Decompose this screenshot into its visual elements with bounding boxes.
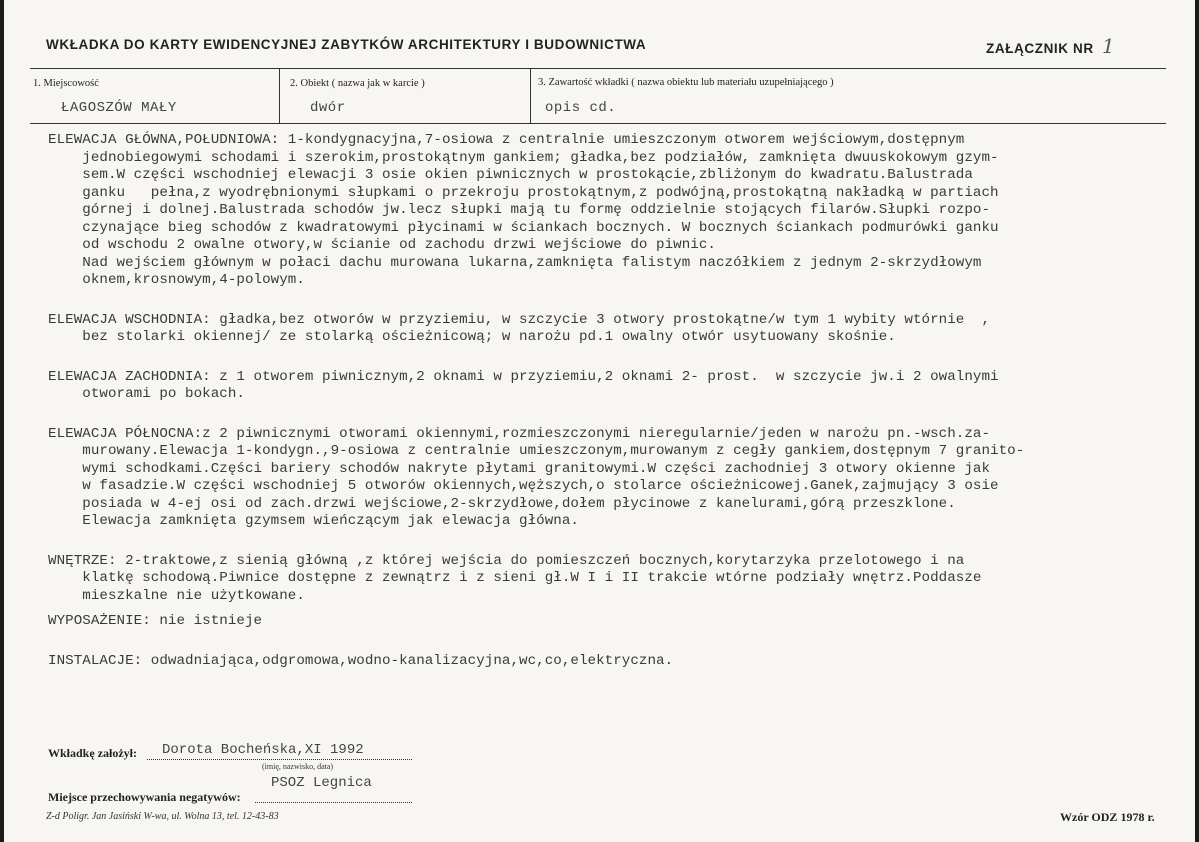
text-line: sem.W części wschodniej elewacji 3 osie okien piwnicznych w prostokącie,zbliżonym do kwadratu.Balustrada: [48, 167, 973, 183]
text-line: ELEWACJA PÓŁNOCNA:z 2 piwnicznymi otworami okiennymi,rozmieszczonymi nieregularnie/jeden w narożu pn.-wsch.za-: [48, 425, 991, 442]
attachment-number-value: 1: [1102, 34, 1116, 58]
text-line: oknem,krosnowym,4-polowym.: [48, 272, 305, 288]
text-line: Nad wejściem głównym w połaci dachu murowana lukarna,zamknięta falistym naczółkiem z jednym 2-skrzydłowym: [48, 254, 982, 271]
text-line: górnej i dolnej.Balustrada schodów jw.lecz słupki mają tu formę oddzielnie stojących filarów.Słupki rozpo-: [48, 202, 991, 218]
text-line: murowany.Elewacja 1-kondygn.,9-osiowa z centralnie umieszczonym,murowanym z cegły gankiem,dostępnym 7 granito-: [48, 443, 1025, 459]
typed-description: [48, 132, 1188, 670]
paragraph: [48, 613, 1188, 631]
locality-label: 1. Miejscowość: [33, 78, 99, 89]
object-value: dwór: [310, 100, 346, 116]
paragraph: [48, 553, 1188, 606]
form-pattern: Wzór ODZ 1978 r.: [1060, 810, 1155, 824]
text-line: jednobiegowymi schodami i szerokim,prostokątnym gankiem; gładka,bez podziałów, zamknięta dwuuskokowym gzym-: [48, 149, 999, 166]
founder-value: Dorota Bocheńska,XI 1992: [162, 742, 364, 758]
text-line: posiada w 4-ej osi od zach.drzwi wejściowe,2-skrzydłowe,dołem płycinowe z kanelurami,górą przeszklone.: [48, 495, 956, 512]
paragraph: [48, 426, 1188, 531]
form-divider-2: [530, 68, 531, 124]
paragraph-gap: [48, 347, 1188, 369]
text-line: ELEWACJA ZACHODNIA: z 1 otworem piwnicznym,2 oknami w przyziemiu,2 oknami 2- prost. w szczycie jw.i 2 owalnymi: [48, 368, 999, 385]
negatives-value: PSOZ Legnica: [271, 775, 372, 791]
text-line: INSTALACJE: odwadniająca,odgromowa,wodno-kanalizacyjna,wc,co,elektryczna.: [48, 652, 674, 669]
paragraph-gap: [48, 631, 1188, 653]
form-top-line: [30, 68, 1166, 69]
paragraph: [48, 369, 1188, 404]
paragraph: [48, 653, 1188, 671]
text-line: ELEWACJA WSCHODNIA: gładka,bez otworów w przyziemiu, w szczycie 3 otwory prostokątne/w tym 1 wybity wtórnie ,: [48, 311, 991, 328]
founder-line: [147, 759, 412, 760]
text-line: mieszkalne nie użytkowane.: [48, 587, 305, 604]
text-line: ELEWACJA GŁÓWNA,POŁUDNIOWA: 1-kondygnacyjna,7-osiowa z centralnie umieszczonym otworem wejściowym,dostępnym: [48, 132, 965, 148]
text-line: otworami po bokach.: [48, 386, 245, 402]
attachment-number: [986, 34, 1115, 58]
scan-edge-right: [1195, 0, 1199, 842]
locality-value: ŁAGOSZÓW MAŁY: [61, 100, 177, 116]
attachment-label: ZAŁĄCZNIK NR: [986, 41, 1094, 56]
text-line: bez stolarki okiennej/ ze stolarką ościeżnicową; w narożu pd.1 owalny otwór usytuowany skośnie.: [48, 329, 896, 345]
founder-label: Wkładkę założył:: [48, 746, 137, 760]
paragraph-gap: [48, 605, 1188, 613]
text-line: ganku pełna,z wyodrębnionymi słupkami o przekroju prostokątnym,z podwójną,prostokątną nakładką w partiach: [48, 184, 999, 201]
text-line: klatkę schodową.Piwnice dostępne z zewnątrz i z sieni gł.W I i II trakcie wtórne podziały wnętrz.Poddasze: [48, 570, 982, 586]
negatives-label: Miejsce przechowywania negatywów:: [48, 790, 241, 804]
founder-hint: (imię, nazwisko, data): [262, 762, 334, 771]
form-divider-1: [279, 68, 280, 124]
paragraph-gap: [48, 531, 1188, 553]
text-line: wymi schodkami.Części bariery schodów nakryte płytami granitowymi.W części zachodniej 3 otwory okienne jak: [48, 460, 991, 477]
paragraph: [48, 312, 1188, 347]
scan-edge-left: [0, 0, 4, 842]
content-label: 3. Zawartość wkładki ( nazwa obiektu lub materiału uzupełniającego ): [538, 77, 834, 88]
document-title: WKŁADKA DO KARTY EWIDENCYJNEJ ZABYTKÓW ARCHITEKTURY I BUDOWNICTWA: [46, 37, 647, 52]
paragraph-gap: [48, 290, 1188, 312]
text-line: od wschodu 2 owalne otwory,w ścianie od zachodu drzwi wejściowe do piwnic.: [48, 237, 716, 253]
text-line: Elewacja zamknięta gzymsem wieńczącym jak elewacja główna.: [48, 513, 579, 529]
text-line: WYPOSAŻENIE: nie istnieje: [48, 613, 263, 629]
content-value: opis cd.: [545, 100, 617, 116]
form-bottom-line: [30, 123, 1166, 124]
paragraph: [48, 132, 1188, 290]
text-line: WNĘTRZE: 2-traktowe,z sienią główną ,z której wejścia do pomieszczeń bocznych,korytarzyka przelotowego i na: [48, 552, 965, 569]
object-label: 2. Obiekt ( nazwa jak w karcie ): [290, 78, 425, 89]
negatives-line: [255, 802, 412, 803]
printer-info: Z-d Poligr. Jan Jasiński W-wa, ul. Wolna 13, tel. 12-43-83: [46, 811, 279, 822]
text-line: czynające bieg schodów z kwadratowymi płycinami w ściankach bocznych. W bocznych ściankach podmurówki ganku: [48, 219, 999, 236]
paragraph-gap: [48, 404, 1188, 426]
text-line: w fasadzie.W części wschodniej 5 otworów okiennych,węższych,o stolarce ościeżnicowej.Ganek,zajmujący 3 osie: [48, 478, 999, 494]
